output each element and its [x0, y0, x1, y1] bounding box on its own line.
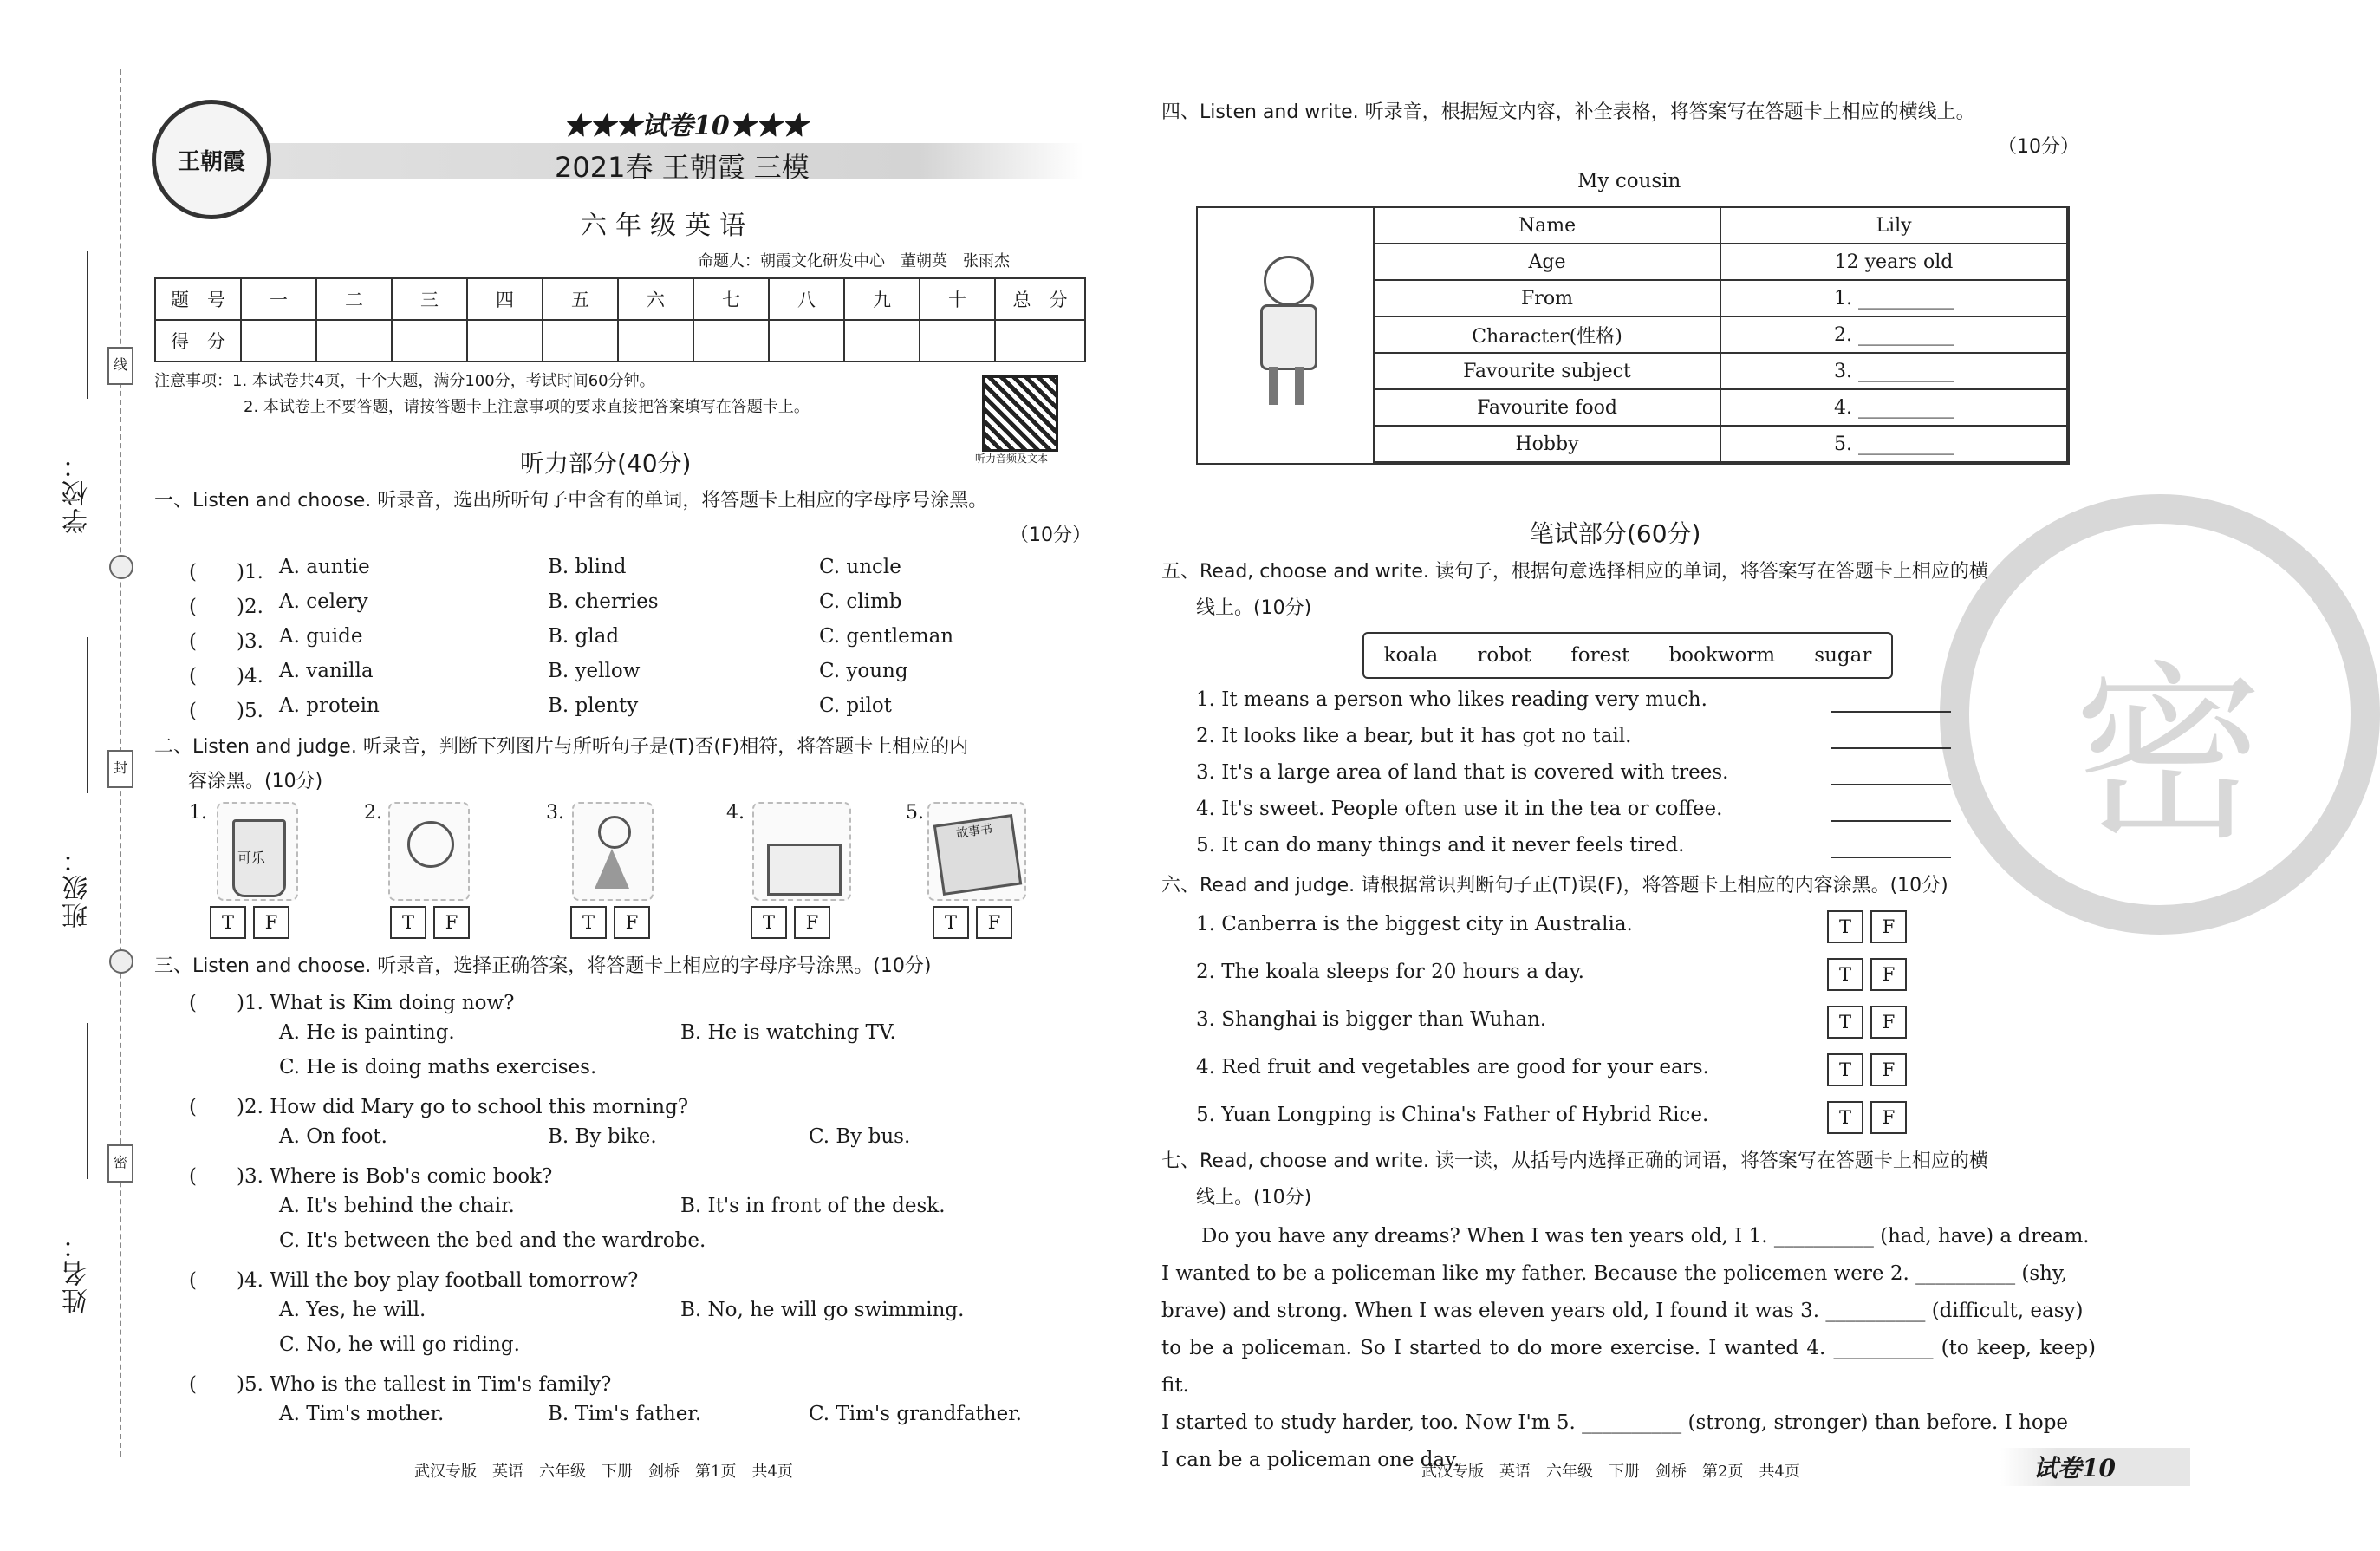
- q5-sentence: 3. It's a large area of land that is covered with trees.: [1196, 761, 1729, 784]
- score-input[interactable]: [769, 320, 844, 362]
- girl-dress-icon: [595, 849, 629, 889]
- page-footer-left: 武汉专版 英语 六年级 下册 剑桥 第1页 共4页: [414, 1463, 793, 1481]
- score-table-score-row: [155, 320, 1085, 362]
- q1-heading: 一、Listen and choose. 听录音，选出所听句子中含有的单词，将答题卡上相应的字母序号涂黑。: [154, 490, 988, 512]
- score-cell: 六: [618, 278, 693, 320]
- girl-body-icon: [1260, 304, 1317, 370]
- name-label: 姓名：: [62, 1231, 93, 1314]
- class-blank[interactable]: [87, 637, 88, 793]
- q5-heading-cont: 线上。(10分): [1196, 597, 1312, 619]
- q7-heading: 七、Read, choose and write. 读一读，从括号内选择正确的词语，将答案写在答题卡上相应的横: [1161, 1150, 1988, 1172]
- score-cell: 五: [543, 278, 618, 320]
- cola-cup-picture: [217, 802, 298, 901]
- binding-dot: [109, 555, 133, 579]
- score-table-header-row: [155, 278, 1085, 320]
- passage-line[interactable]: I started to study harder, too. Now I'm 5. __________ (strong, stronger) than before. I hope: [1161, 1411, 2069, 1434]
- girl-head-icon: [598, 816, 631, 849]
- q3-option: A. Tim's mother.: [279, 1403, 445, 1425]
- cousin-answer-blank[interactable]: 4. __________: [1720, 389, 2067, 426]
- score-input[interactable]: [392, 320, 467, 362]
- q3-question[interactable]: ( )2. How did Mary go to school this morning?: [189, 1096, 689, 1118]
- cousin-girl-picture: [1239, 247, 1335, 420]
- q1-option: B. plenty: [548, 694, 639, 717]
- castle-icon: [767, 844, 842, 896]
- logo-text: 王朝霞: [177, 149, 245, 175]
- q1-option: B. yellow: [548, 660, 641, 682]
- cousin-row: [1374, 353, 2067, 389]
- class-field[interactable]: [59, 845, 97, 929]
- score-cell: 总 分: [995, 278, 1085, 320]
- q1-item-number[interactable]: ( )2.: [189, 596, 263, 618]
- note-line: 2. 本试卷上不要答题，请按答题卡上注意事项的要求直接把答案填写在答题卡上。: [244, 398, 810, 416]
- girl-singing-picture: [572, 802, 654, 901]
- q4-heading: 四、Listen and write. 听录音，根据短文内容，补全表格，将答案写在答题卡上相应的横线上。: [1161, 101, 1975, 123]
- listening-section-title: 听力部分(40分): [520, 449, 692, 478]
- cousin-value: Lily: [1720, 207, 2067, 244]
- cousin-label: Name: [1374, 207, 1720, 244]
- q2-true-box[interactable]: T: [390, 906, 426, 939]
- score-cell: 四: [467, 278, 543, 320]
- word-bank-item: sugar: [1814, 644, 1872, 667]
- score-input[interactable]: [241, 320, 316, 362]
- cousin-row: [1374, 244, 2067, 280]
- score-input[interactable]: [543, 320, 618, 362]
- baby-face-icon: [407, 821, 454, 868]
- school-field[interactable]: [59, 451, 97, 534]
- q1-item-number[interactable]: ( )1.: [189, 561, 263, 583]
- passage-line: I can be a policeman one day.: [1161, 1449, 1460, 1471]
- passage-line[interactable]: Do you have any dreams? When I was ten years old, I 1. __________ (had, have) a dream.: [1161, 1225, 2090, 1248]
- score-cell: 七: [693, 278, 769, 320]
- q7-heading-cont: 线上。(10分): [1196, 1187, 1312, 1209]
- girl-leg-icon: [1269, 367, 1278, 405]
- q6-true-box[interactable]: T: [1827, 1101, 1863, 1134]
- q3-option: A. On foot.: [279, 1125, 387, 1148]
- q6-statement: 3. Shanghai is bigger than Wuhan.: [1196, 1008, 1547, 1031]
- class-label: 班级：: [62, 845, 93, 929]
- q2-true-box[interactable]: T: [933, 906, 969, 939]
- score-cell: 题 号: [155, 278, 241, 320]
- score-input[interactable]: [316, 320, 392, 362]
- q1-option: A. auntie: [279, 556, 370, 578]
- score-table: [154, 277, 1086, 362]
- castle-picture: [752, 802, 851, 901]
- qr-caption: 听力音频及文本: [975, 453, 1049, 465]
- q1-option: C. young: [819, 660, 908, 682]
- q6-false-box[interactable]: F: [1870, 1053, 1907, 1086]
- q6-false-box[interactable]: F: [1870, 1101, 1907, 1134]
- q2-false-box[interactable]: F: [253, 906, 289, 939]
- q2-true-box[interactable]: T: [751, 906, 787, 939]
- q1-option: C. uncle: [819, 556, 901, 578]
- cousin-row: [1374, 316, 2067, 353]
- q3-option: C. No, he will go riding.: [279, 1333, 520, 1356]
- q1-points: （10分）: [1010, 525, 1091, 546]
- exam-title: 2021春 王朝霞 三模: [555, 151, 810, 184]
- q1-option: B. blind: [548, 556, 627, 578]
- authors-line: 命题人：朝霞文化研发中心 董朝英 张雨杰: [698, 252, 1010, 270]
- cousin-answer-blank[interactable]: 3. __________: [1720, 353, 2067, 389]
- cousin-row: [1374, 389, 2067, 426]
- q1-option: C. pilot: [819, 694, 892, 717]
- q3-option: A. Yes, he will.: [279, 1299, 426, 1321]
- score-cell: 一: [241, 278, 316, 320]
- q6-false-box[interactable]: F: [1870, 958, 1907, 991]
- q1-item-number[interactable]: ( )4.: [189, 665, 263, 688]
- q3-question[interactable]: ( )1. What is Kim doing now?: [189, 992, 515, 1014]
- score-cell: 八: [769, 278, 844, 320]
- crying-baby-picture: [388, 802, 470, 901]
- score-input[interactable]: [618, 320, 693, 362]
- word-bank-item: robot: [1477, 644, 1532, 667]
- cousin-row: [1374, 280, 2067, 316]
- cousin-label: Age: [1374, 244, 1720, 280]
- q2-picture-number: 1.: [189, 802, 207, 824]
- cousin-table: [1373, 206, 2068, 463]
- seal-mark-line: 线: [107, 347, 133, 385]
- q6-true-box[interactable]: T: [1827, 910, 1863, 943]
- seal-mark-secret: 密: [107, 1144, 133, 1183]
- paper-number-text: 试卷10: [2033, 1454, 2116, 1483]
- q5-heading: 五、Read, choose and write. 读句子，根据句意选择相应的单词，将答案写在答题卡上相应的横: [1161, 561, 1988, 583]
- cousin-answer-blank[interactable]: 5. __________: [1720, 426, 2067, 462]
- q3-option: A. It's behind the chair.: [279, 1195, 515, 1217]
- score-input[interactable]: [693, 320, 769, 362]
- word-bank: [1362, 632, 1893, 679]
- q5-answer-line[interactable]: [1831, 711, 1951, 713]
- word-bank-item: bookworm: [1668, 644, 1776, 667]
- q2-picture-number: 3.: [546, 802, 564, 824]
- q1-option: A. protein: [279, 694, 380, 717]
- cup-label: 可乐: [237, 850, 266, 866]
- cousin-value: 12 years old: [1720, 244, 2067, 280]
- school-label: 学校：: [62, 451, 93, 534]
- q2-picture-number: 2.: [364, 802, 382, 824]
- q3-option: B. Tim's father.: [548, 1403, 702, 1425]
- q3-option: B. He is watching TV.: [680, 1021, 896, 1044]
- qr-code[interactable]: [982, 375, 1058, 452]
- note-line: 注意事项：1. 本试卷共4页，十个大题，满分100分，考试时间60分钟。: [154, 372, 655, 390]
- cousin-label: Favourite subject: [1374, 353, 1720, 389]
- subject-title: 六年级英语: [581, 211, 754, 241]
- q1-option: C. gentleman: [819, 625, 954, 648]
- q5-answer-line[interactable]: [1831, 820, 1951, 822]
- q7-passage: [1161, 1218, 2096, 1479]
- q6-statement: 2. The koala sleeps for 20 hours a day.: [1196, 961, 1584, 983]
- q6-true-box[interactable]: T: [1827, 958, 1863, 991]
- notes-block: [154, 368, 810, 420]
- score-cell: 得 分: [155, 320, 241, 362]
- passage-line[interactable]: to be a policeman. So I started to do more exercise. I wanted 4. __________ (to keep, keep) fit.: [1161, 1337, 2096, 1397]
- q1-item-number[interactable]: ( )5.: [189, 700, 263, 722]
- name-field[interactable]: [59, 1231, 97, 1314]
- paper-series: ★★★试卷10★★★: [563, 111, 808, 141]
- q2-true-box[interactable]: T: [210, 906, 246, 939]
- q6-statement: 1. Canberra is the biggest city in Australia.: [1196, 913, 1633, 935]
- name-blank[interactable]: [87, 1023, 88, 1179]
- q3-option: C. It's between the bed and the wardrobe.: [279, 1229, 706, 1252]
- q3-question[interactable]: ( )5. Who is the tallest in Tim's family?: [189, 1373, 612, 1396]
- q3-option: B. No, he will go swimming.: [680, 1299, 965, 1321]
- cousin-label: Favourite food: [1374, 389, 1720, 426]
- q3-option: C. By bus.: [809, 1125, 911, 1148]
- score-cell: 三: [392, 278, 467, 320]
- cousin-row: [1374, 207, 2067, 244]
- q2-picture-number: 4.: [726, 802, 745, 824]
- cousin-label: Character(性格): [1374, 316, 1720, 353]
- q2-heading-cont: 容涂黑。(10分): [188, 771, 323, 792]
- brand-logo: [152, 100, 271, 219]
- cousin-row: [1374, 426, 2067, 462]
- word-bank-item: koala: [1383, 644, 1439, 667]
- q2-false-box[interactable]: F: [794, 906, 830, 939]
- q5-sentence: 2. It looks like a bear, but it has got no tail.: [1196, 725, 1632, 747]
- q3-question[interactable]: ( )3. Where is Bob's comic book?: [189, 1165, 553, 1188]
- q1-item-number[interactable]: ( )3.: [189, 630, 263, 653]
- q2-false-box[interactable]: F: [614, 906, 650, 939]
- word-bank-item: forest: [1570, 644, 1630, 667]
- score-cell: 十: [920, 278, 995, 320]
- q2-true-box[interactable]: T: [570, 906, 607, 939]
- series-label: 试卷10: [641, 111, 730, 141]
- seal-mark-seal: 封: [107, 750, 133, 788]
- q5-answer-line[interactable]: [1831, 857, 1951, 858]
- q2-picture-number: 5.: [906, 802, 924, 824]
- q1-option: C. climb: [819, 590, 902, 613]
- q6-false-box[interactable]: F: [1870, 1006, 1907, 1039]
- q5-sentence: 4. It's sweet. People often use it in the tea or coffee.: [1196, 798, 1723, 820]
- q3-option: A. He is painting.: [279, 1021, 455, 1044]
- q3-option: C. Tim's grandfather.: [809, 1403, 1022, 1425]
- q3-heading: 三、Listen and choose. 听录音，选择正确答案，将答题卡上相应的字母序号涂黑。(10分): [154, 955, 932, 977]
- q2-false-box[interactable]: F: [433, 906, 470, 939]
- score-cell: 二: [316, 278, 392, 320]
- q3-option: C. He is doing maths exercises.: [279, 1056, 597, 1079]
- q3-option: B. It's in front of the desk.: [680, 1195, 946, 1217]
- score-input[interactable]: [467, 320, 543, 362]
- score-input[interactable]: [920, 320, 995, 362]
- cousin-table-title: My cousin: [1577, 170, 1681, 192]
- q1-option: A. vanilla: [279, 660, 374, 682]
- storybook-picture: [927, 802, 1026, 901]
- q1-option: A. celery: [279, 590, 368, 613]
- q3-option: B. By bike.: [548, 1125, 657, 1148]
- stamp-char: 密: [2073, 644, 2265, 866]
- q1-option: B. glad: [548, 625, 620, 648]
- q5-answer-line[interactable]: [1831, 784, 1951, 785]
- girl-head-icon: [1264, 256, 1314, 306]
- q6-statement: 5. Yuan Longping is China's Father of Hybrid Rice.: [1196, 1104, 1709, 1126]
- secret-stamp-watermark: [1940, 494, 2380, 935]
- school-blank[interactable]: [87, 251, 88, 399]
- passage-line[interactable]: brave) and strong. When I was eleven years old, I found it was 3. __________ (difficult, easy): [1161, 1300, 2084, 1322]
- girl-leg-icon: [1295, 367, 1304, 405]
- q3-question[interactable]: ( )4. Will the boy play football tomorrow?: [189, 1269, 639, 1292]
- q1-option: A. guide: [279, 625, 363, 648]
- cousin-answer-blank[interactable]: 1. __________: [1720, 280, 2067, 316]
- page-footer-right: 武汉专版 英语 六年级 下册 剑桥 第2页 共4页: [1421, 1463, 1800, 1481]
- q6-heading: 六、Read and judge. 请根据常识判断句子正(T)误(F)，将答题卡上相应的内容涂黑。(10分): [1161, 875, 1948, 896]
- score-cell: 九: [844, 278, 920, 320]
- q5-sentence: 5. It can do many things and it never feels tired.: [1196, 834, 1685, 857]
- q6-statement: 4. Red fruit and vegetables are good for your ears.: [1196, 1056, 1709, 1079]
- book-icon: [933, 814, 1023, 896]
- q4-points: （10分）: [1998, 136, 2079, 158]
- q5-sentence: 1. It means a person who likes reading very much.: [1196, 688, 1707, 711]
- q6-true-box[interactable]: T: [1827, 1006, 1863, 1039]
- cousin-label: From: [1374, 280, 1720, 316]
- q2-false-box[interactable]: F: [976, 906, 1012, 939]
- writing-section-title: 笔试部分(60分): [1530, 519, 1701, 548]
- q1-option: B. cherries: [548, 590, 659, 613]
- q6-true-box[interactable]: T: [1827, 1053, 1863, 1086]
- book-title: 故事书: [955, 822, 994, 842]
- q6-false-box[interactable]: F: [1870, 910, 1907, 943]
- score-input[interactable]: [995, 320, 1085, 362]
- cousin-label: Hobby: [1374, 426, 1720, 462]
- q2-heading: 二、Listen and judge. 听录音，判断下列图片与所听句子是(T)否(F)相符，将答题卡上相应的内: [154, 736, 969, 758]
- q5-answer-line[interactable]: [1831, 747, 1951, 749]
- score-input[interactable]: [844, 320, 920, 362]
- passage-line[interactable]: I wanted to be a policeman like my father. Because the policemen were 2. __________ (shy,: [1161, 1262, 2068, 1285]
- binding-dot: [109, 949, 133, 974]
- cousin-answer-blank[interactable]: 2. __________: [1720, 316, 2067, 353]
